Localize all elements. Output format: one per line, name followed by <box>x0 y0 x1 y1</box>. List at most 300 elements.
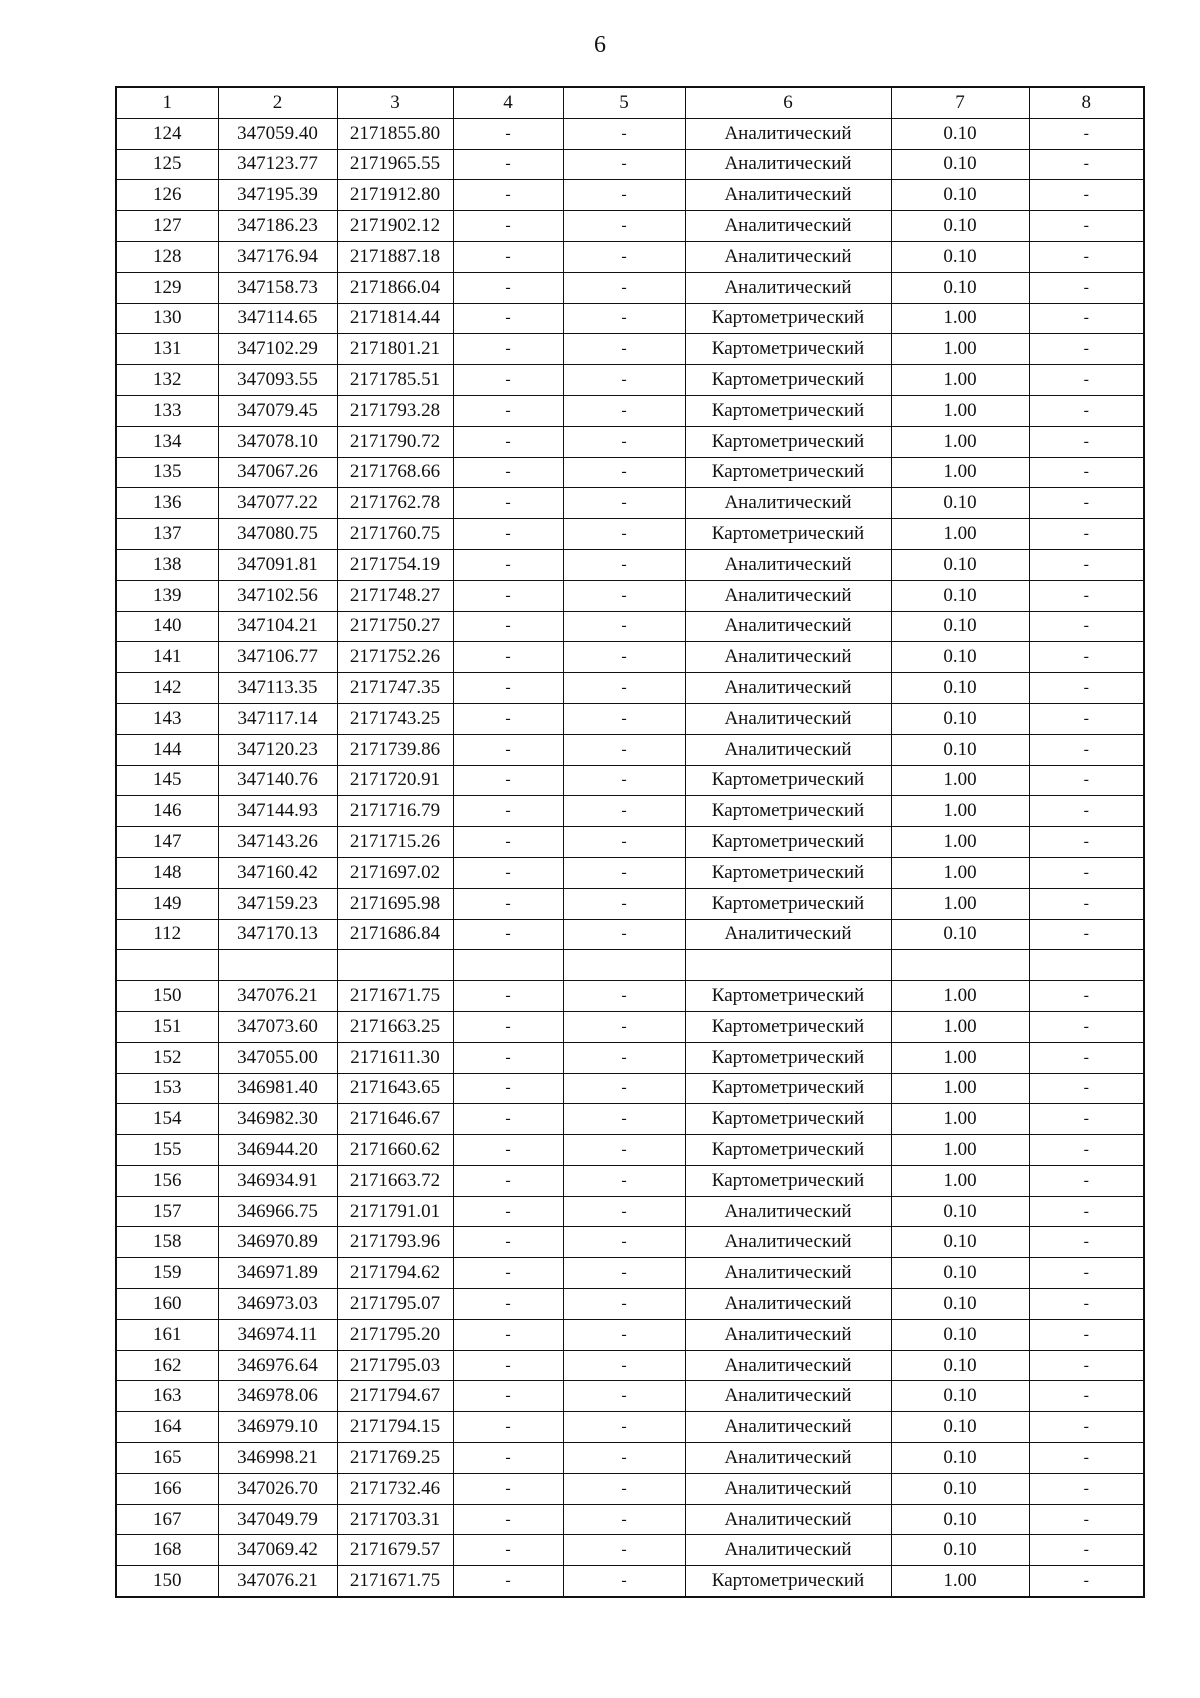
x-coordinate-cell: 347113.35 <box>218 673 337 704</box>
x-coordinate-cell: 346998.21 <box>218 1443 337 1474</box>
column-8-cell: - <box>1029 1504 1144 1535</box>
column-8-cell: - <box>1029 1011 1144 1042</box>
column-5-cell: - <box>563 611 685 642</box>
x-coordinate-cell: 347102.29 <box>218 334 337 365</box>
x-coordinate-cell: 347195.39 <box>218 180 337 211</box>
accuracy-cell: 1.00 <box>891 1566 1029 1597</box>
column-8-cell: - <box>1029 1319 1144 1350</box>
column-8-cell: - <box>1029 981 1144 1012</box>
column-4-cell: - <box>453 1319 563 1350</box>
column-4-cell: - <box>453 1350 563 1381</box>
method-cell: Аналитический <box>685 241 891 272</box>
x-coordinate-cell: 347067.26 <box>218 457 337 488</box>
column-8-cell: - <box>1029 796 1144 827</box>
point-number-cell: 148 <box>116 857 218 888</box>
column-5-cell: - <box>563 1073 685 1104</box>
column-5-cell: - <box>563 857 685 888</box>
column-header-3: 3 <box>337 87 453 118</box>
x-coordinate-cell: 346934.91 <box>218 1165 337 1196</box>
column-8-cell: - <box>1029 888 1144 919</box>
y-coordinate-cell: 2171743.25 <box>337 703 453 734</box>
accuracy-cell: 1.00 <box>891 426 1029 457</box>
point-number-cell: 137 <box>116 519 218 550</box>
y-coordinate-cell: 2171754.19 <box>337 549 453 580</box>
column-5-cell: - <box>563 981 685 1012</box>
column-5-cell: - <box>563 457 685 488</box>
table-row <box>116 673 1144 704</box>
x-coordinate-cell: 347158.73 <box>218 272 337 303</box>
accuracy-cell: 1.00 <box>891 857 1029 888</box>
accuracy-cell: 0.10 <box>891 1227 1029 1258</box>
x-coordinate-cell: 347144.93 <box>218 796 337 827</box>
x-coordinate-cell: 347123.77 <box>218 149 337 180</box>
method-cell <box>685 950 891 981</box>
column-8-cell: - <box>1029 334 1144 365</box>
x-coordinate-cell: 347079.45 <box>218 395 337 426</box>
column-8-cell: - <box>1029 1165 1144 1196</box>
column-8-cell: - <box>1029 118 1144 149</box>
accuracy-cell: 0.10 <box>891 1350 1029 1381</box>
x-coordinate-cell: 346971.89 <box>218 1258 337 1289</box>
column-4-cell: - <box>453 211 563 242</box>
accuracy-cell: 1.00 <box>891 365 1029 396</box>
point-number-cell: 151 <box>116 1011 218 1042</box>
y-coordinate-cell: 2171663.72 <box>337 1165 453 1196</box>
column-5-cell: - <box>563 395 685 426</box>
method-cell: Аналитический <box>685 1443 891 1474</box>
column-5-cell: - <box>563 1258 685 1289</box>
accuracy-cell: 1.00 <box>891 1011 1029 1042</box>
column-5-cell: - <box>563 642 685 673</box>
point-number-cell: 165 <box>116 1443 218 1474</box>
column-4-cell: - <box>453 1289 563 1320</box>
column-4-cell: - <box>453 981 563 1012</box>
x-coordinate-cell: 347077.22 <box>218 488 337 519</box>
accuracy-cell <box>891 950 1029 981</box>
method-cell: Картометрический <box>685 1073 891 1104</box>
method-cell: Аналитический <box>685 673 891 704</box>
accuracy-cell: 1.00 <box>891 765 1029 796</box>
x-coordinate-cell: 346978.06 <box>218 1381 337 1412</box>
column-4-cell: - <box>453 1412 563 1443</box>
table-body <box>116 87 1144 1597</box>
accuracy-cell: 0.10 <box>891 1381 1029 1412</box>
method-cell: Аналитический <box>685 1350 891 1381</box>
column-8-cell: - <box>1029 303 1144 334</box>
y-coordinate-cell: 2171793.28 <box>337 395 453 426</box>
x-coordinate-cell: 346981.40 <box>218 1073 337 1104</box>
y-coordinate-cell: 2171663.25 <box>337 1011 453 1042</box>
point-number-cell: 130 <box>116 303 218 334</box>
y-coordinate-cell: 2171720.91 <box>337 765 453 796</box>
y-coordinate-cell: 2171769.25 <box>337 1443 453 1474</box>
column-4-cell: - <box>453 334 563 365</box>
column-8-cell: - <box>1029 211 1144 242</box>
method-cell: Картометрический <box>685 1011 891 1042</box>
point-number-cell: 135 <box>116 457 218 488</box>
x-coordinate-cell: 346966.75 <box>218 1196 337 1227</box>
x-coordinate-cell: 347049.79 <box>218 1504 337 1535</box>
method-cell: Аналитический <box>685 734 891 765</box>
y-coordinate-cell: 2171794.15 <box>337 1412 453 1443</box>
table-row <box>116 580 1144 611</box>
y-coordinate-cell: 2171703.31 <box>337 1504 453 1535</box>
accuracy-cell: 1.00 <box>891 1165 1029 1196</box>
point-number-cell: 139 <box>116 580 218 611</box>
table-row <box>116 1042 1144 1073</box>
accuracy-cell: 0.10 <box>891 1473 1029 1504</box>
table-row <box>116 1104 1144 1135</box>
point-number-cell: 152 <box>116 1042 218 1073</box>
point-number-cell: 112 <box>116 919 218 950</box>
method-cell: Аналитический <box>685 1412 891 1443</box>
coordinates-table <box>115 86 1145 1598</box>
column-8-cell <box>1029 950 1144 981</box>
table-row <box>116 488 1144 519</box>
point-number-cell: 149 <box>116 888 218 919</box>
method-cell: Аналитический <box>685 1319 891 1350</box>
y-coordinate-cell: 2171646.67 <box>337 1104 453 1135</box>
column-4-cell: - <box>453 1165 563 1196</box>
y-coordinate-cell: 2171750.27 <box>337 611 453 642</box>
x-coordinate-cell <box>218 950 337 981</box>
table-row <box>116 1443 1144 1474</box>
accuracy-cell: 0.10 <box>891 703 1029 734</box>
column-8-cell: - <box>1029 1289 1144 1320</box>
point-number-cell: 168 <box>116 1535 218 1566</box>
table-row <box>116 796 1144 827</box>
column-4-cell: - <box>453 118 563 149</box>
table-row <box>116 1412 1144 1443</box>
point-number-cell: 164 <box>116 1412 218 1443</box>
accuracy-cell: 0.10 <box>891 241 1029 272</box>
accuracy-cell: 0.10 <box>891 180 1029 211</box>
column-5-cell: - <box>563 1011 685 1042</box>
table-row <box>116 211 1144 242</box>
method-cell: Аналитический <box>685 1535 891 1566</box>
column-8-cell: - <box>1029 1412 1144 1443</box>
x-coordinate-cell: 347076.21 <box>218 981 337 1012</box>
x-coordinate-cell: 347073.60 <box>218 1011 337 1042</box>
column-4-cell: - <box>453 1011 563 1042</box>
y-coordinate-cell: 2171671.75 <box>337 981 453 1012</box>
column-5-cell: - <box>563 1196 685 1227</box>
point-number-cell: 140 <box>116 611 218 642</box>
y-coordinate-cell: 2171747.35 <box>337 673 453 704</box>
method-cell: Картометрический <box>685 796 891 827</box>
table-row <box>116 549 1144 580</box>
column-5-cell: - <box>563 919 685 950</box>
column-4-cell: - <box>453 673 563 704</box>
column-5-cell: - <box>563 765 685 796</box>
y-coordinate-cell <box>337 950 453 981</box>
x-coordinate-cell: 347080.75 <box>218 519 337 550</box>
x-coordinate-cell: 347059.40 <box>218 118 337 149</box>
x-coordinate-cell: 347176.94 <box>218 241 337 272</box>
column-4-cell: - <box>453 642 563 673</box>
table-row <box>116 611 1144 642</box>
accuracy-cell: 0.10 <box>891 211 1029 242</box>
column-4-cell: - <box>453 365 563 396</box>
point-number-cell: 156 <box>116 1165 218 1196</box>
accuracy-cell: 0.10 <box>891 642 1029 673</box>
column-4-cell: - <box>453 1258 563 1289</box>
y-coordinate-cell: 2171794.67 <box>337 1381 453 1412</box>
table-row <box>116 981 1144 1012</box>
accuracy-cell: 1.00 <box>891 395 1029 426</box>
method-cell: Аналитический <box>685 642 891 673</box>
column-4-cell: - <box>453 303 563 334</box>
table-row <box>116 1196 1144 1227</box>
x-coordinate-cell: 347170.13 <box>218 919 337 950</box>
column-5-cell <box>563 950 685 981</box>
x-coordinate-cell: 347102.56 <box>218 580 337 611</box>
point-number-cell: 147 <box>116 827 218 858</box>
y-coordinate-cell: 2171795.03 <box>337 1350 453 1381</box>
column-8-cell: - <box>1029 1381 1144 1412</box>
method-cell: Картометрический <box>685 1135 891 1166</box>
point-number-cell: 146 <box>116 796 218 827</box>
column-header-5: 5 <box>563 87 685 118</box>
point-number-cell: 133 <box>116 395 218 426</box>
point-number-cell: 125 <box>116 149 218 180</box>
y-coordinate-cell: 2171855.80 <box>337 118 453 149</box>
y-coordinate-cell: 2171791.01 <box>337 1196 453 1227</box>
y-coordinate-cell: 2171912.80 <box>337 180 453 211</box>
method-cell: Картометрический <box>685 1566 891 1597</box>
method-cell: Картометрический <box>685 395 891 426</box>
column-4-cell: - <box>453 857 563 888</box>
accuracy-cell: 0.10 <box>891 272 1029 303</box>
accuracy-cell: 1.00 <box>891 1135 1029 1166</box>
column-4-cell: - <box>453 1135 563 1166</box>
point-number-cell <box>116 950 218 981</box>
accuracy-cell: 0.10 <box>891 1196 1029 1227</box>
table-header-row <box>116 87 1144 118</box>
column-5-cell: - <box>563 365 685 396</box>
accuracy-cell: 1.00 <box>891 334 1029 365</box>
y-coordinate-cell: 2171801.21 <box>337 334 453 365</box>
column-8-cell: - <box>1029 765 1144 796</box>
column-header-2: 2 <box>218 87 337 118</box>
table-row <box>116 1504 1144 1535</box>
x-coordinate-cell: 346982.30 <box>218 1104 337 1135</box>
column-5-cell: - <box>563 1289 685 1320</box>
accuracy-cell: 0.10 <box>891 118 1029 149</box>
point-number-cell: 155 <box>116 1135 218 1166</box>
column-8-cell: - <box>1029 734 1144 765</box>
x-coordinate-cell: 346976.64 <box>218 1350 337 1381</box>
accuracy-cell: 1.00 <box>891 1104 1029 1135</box>
table-row <box>116 1258 1144 1289</box>
column-8-cell: - <box>1029 580 1144 611</box>
method-cell: Картометрический <box>685 857 891 888</box>
accuracy-cell: 0.10 <box>891 1289 1029 1320</box>
y-coordinate-cell: 2171795.07 <box>337 1289 453 1320</box>
column-5-cell: - <box>563 241 685 272</box>
x-coordinate-cell: 347120.23 <box>218 734 337 765</box>
accuracy-cell: 0.10 <box>891 1535 1029 1566</box>
method-cell: Аналитический <box>685 488 891 519</box>
table-row <box>116 334 1144 365</box>
column-5-cell: - <box>563 673 685 704</box>
table-row <box>116 1227 1144 1258</box>
method-cell: Аналитический <box>685 1258 891 1289</box>
column-5-cell: - <box>563 1135 685 1166</box>
method-cell: Картометрический <box>685 334 891 365</box>
column-5-cell: - <box>563 888 685 919</box>
point-number-cell: 132 <box>116 365 218 396</box>
accuracy-cell: 1.00 <box>891 1042 1029 1073</box>
point-number-cell: 162 <box>116 1350 218 1381</box>
column-4-cell: - <box>453 241 563 272</box>
y-coordinate-cell: 2171965.55 <box>337 149 453 180</box>
column-8-cell: - <box>1029 272 1144 303</box>
column-5-cell: - <box>563 118 685 149</box>
column-4-cell: - <box>453 519 563 550</box>
point-number-cell: 127 <box>116 211 218 242</box>
y-coordinate-cell: 2171866.04 <box>337 272 453 303</box>
column-5-cell: - <box>563 1104 685 1135</box>
page-number: 6 <box>594 32 606 58</box>
table-row <box>116 241 1144 272</box>
column-header-6: 6 <box>685 87 891 118</box>
x-coordinate-cell: 347159.23 <box>218 888 337 919</box>
y-coordinate-cell: 2171752.26 <box>337 642 453 673</box>
accuracy-cell: 1.00 <box>891 1073 1029 1104</box>
column-8-cell: - <box>1029 857 1144 888</box>
column-8-cell: - <box>1029 1566 1144 1597</box>
accuracy-cell: 0.10 <box>891 580 1029 611</box>
point-number-cell: 159 <box>116 1258 218 1289</box>
y-coordinate-cell: 2171785.51 <box>337 365 453 396</box>
column-8-cell: - <box>1029 827 1144 858</box>
column-8-cell: - <box>1029 149 1144 180</box>
column-4-cell: - <box>453 1504 563 1535</box>
column-4-cell: - <box>453 765 563 796</box>
accuracy-cell: 0.10 <box>891 1504 1029 1535</box>
column-8-cell: - <box>1029 549 1144 580</box>
column-4-cell: - <box>453 1566 563 1597</box>
column-8-cell: - <box>1029 1104 1144 1135</box>
x-coordinate-cell: 347078.10 <box>218 426 337 457</box>
table-row <box>116 1566 1144 1597</box>
accuracy-cell: 0.10 <box>891 1319 1029 1350</box>
column-4-cell: - <box>453 919 563 950</box>
accuracy-cell: 0.10 <box>891 919 1029 950</box>
point-number-cell: 150 <box>116 1566 218 1597</box>
table-row <box>116 703 1144 734</box>
method-cell: Картометрический <box>685 765 891 796</box>
x-coordinate-cell: 347160.42 <box>218 857 337 888</box>
column-4-cell: - <box>453 1473 563 1504</box>
table-row <box>116 395 1144 426</box>
column-4-cell <box>453 950 563 981</box>
x-coordinate-cell: 347106.77 <box>218 642 337 673</box>
y-coordinate-cell: 2171790.72 <box>337 426 453 457</box>
y-coordinate-cell: 2171748.27 <box>337 580 453 611</box>
table-row <box>116 765 1144 796</box>
y-coordinate-cell: 2171887.18 <box>337 241 453 272</box>
column-5-cell: - <box>563 211 685 242</box>
y-coordinate-cell: 2171716.79 <box>337 796 453 827</box>
y-coordinate-cell: 2171611.30 <box>337 1042 453 1073</box>
x-coordinate-cell: 347186.23 <box>218 211 337 242</box>
accuracy-cell: 0.10 <box>891 1412 1029 1443</box>
point-number-cell: 153 <box>116 1073 218 1104</box>
point-number-cell: 136 <box>116 488 218 519</box>
method-cell: Аналитический <box>685 1289 891 1320</box>
method-cell: Аналитический <box>685 1504 891 1535</box>
accuracy-cell: 1.00 <box>891 303 1029 334</box>
x-coordinate-cell: 347093.55 <box>218 365 337 396</box>
method-cell: Картометрический <box>685 888 891 919</box>
table-row <box>116 642 1144 673</box>
column-4-cell: - <box>453 1073 563 1104</box>
point-number-cell: 134 <box>116 426 218 457</box>
column-5-cell: - <box>563 1042 685 1073</box>
y-coordinate-cell: 2171732.46 <box>337 1473 453 1504</box>
column-5-cell: - <box>563 703 685 734</box>
table-row <box>116 1473 1144 1504</box>
accuracy-cell: 0.10 <box>891 149 1029 180</box>
accuracy-cell: 1.00 <box>891 457 1029 488</box>
x-coordinate-cell: 346970.89 <box>218 1227 337 1258</box>
y-coordinate-cell: 2171686.84 <box>337 919 453 950</box>
y-coordinate-cell: 2171795.20 <box>337 1319 453 1350</box>
method-cell: Картометрический <box>685 827 891 858</box>
column-8-cell: - <box>1029 1042 1144 1073</box>
column-5-cell: - <box>563 1350 685 1381</box>
table-row <box>116 1381 1144 1412</box>
column-8-cell: - <box>1029 395 1144 426</box>
y-coordinate-cell: 2171760.75 <box>337 519 453 550</box>
column-5-cell: - <box>563 1381 685 1412</box>
y-coordinate-cell: 2171671.75 <box>337 1566 453 1597</box>
point-number-cell: 126 <box>116 180 218 211</box>
x-coordinate-cell: 347055.00 <box>218 1042 337 1073</box>
column-4-cell: - <box>453 580 563 611</box>
column-8-cell: - <box>1029 1258 1144 1289</box>
method-cell: Аналитический <box>685 1196 891 1227</box>
column-5-cell: - <box>563 519 685 550</box>
point-number-cell: 124 <box>116 118 218 149</box>
column-8-cell: - <box>1029 1227 1144 1258</box>
x-coordinate-cell: 347114.65 <box>218 303 337 334</box>
column-8-cell: - <box>1029 611 1144 642</box>
column-5-cell: - <box>563 796 685 827</box>
method-cell: Картометрический <box>685 365 891 396</box>
accuracy-cell: 1.00 <box>891 981 1029 1012</box>
y-coordinate-cell: 2171679.57 <box>337 1535 453 1566</box>
column-5-cell: - <box>563 149 685 180</box>
column-8-cell: - <box>1029 488 1144 519</box>
point-number-cell: 158 <box>116 1227 218 1258</box>
y-coordinate-cell: 2171660.62 <box>337 1135 453 1166</box>
point-number-cell: 131 <box>116 334 218 365</box>
table-row <box>116 272 1144 303</box>
column-4-cell: - <box>453 549 563 580</box>
point-number-cell: 145 <box>116 765 218 796</box>
y-coordinate-cell: 2171715.26 <box>337 827 453 858</box>
table-row <box>116 1165 1144 1196</box>
column-header-1: 1 <box>116 87 218 118</box>
column-5-cell: - <box>563 1504 685 1535</box>
column-5-cell: - <box>563 1319 685 1350</box>
x-coordinate-cell: 347091.81 <box>218 549 337 580</box>
table-row <box>116 180 1144 211</box>
column-8-cell: - <box>1029 1535 1144 1566</box>
